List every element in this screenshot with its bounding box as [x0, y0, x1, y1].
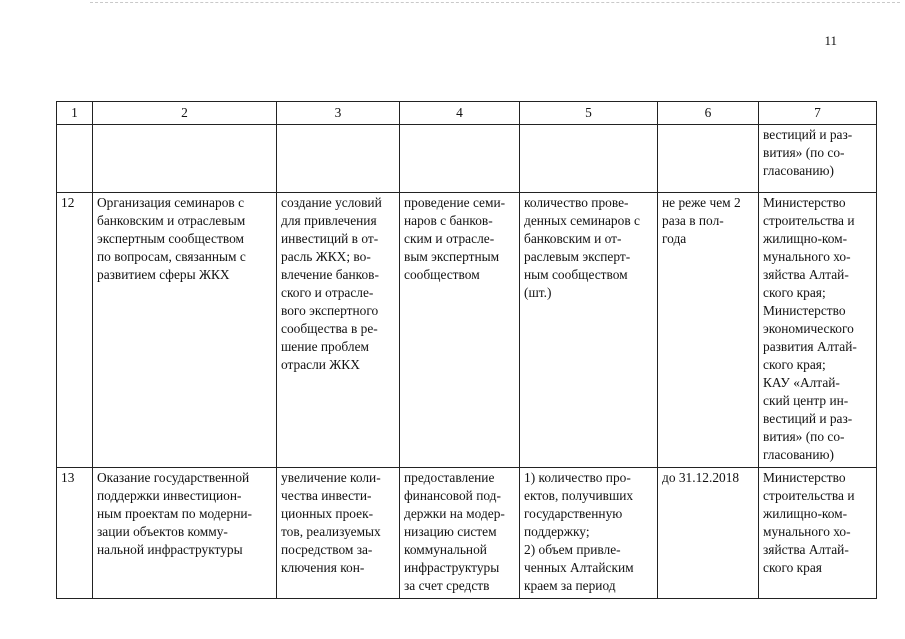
goal-cell: создание условий для привлечения инвестиций в от- расль ЖКХ; во- влечение банков- ского и отрасле- вого экспертного сообщества в ре- шение проблем отрасли ЖКХ	[277, 193, 400, 468]
page-top-edge	[90, 2, 900, 3]
table-row	[57, 193, 877, 468]
table-cell	[400, 125, 520, 193]
deadline-cell: до 31.12.2018	[658, 468, 759, 599]
table-row	[57, 125, 877, 193]
row-number-cell: 13	[57, 468, 93, 599]
column-header: 1	[57, 102, 93, 125]
column-header: 7	[759, 102, 877, 125]
column-header: 3	[277, 102, 400, 125]
table-cell	[57, 125, 93, 193]
column-header: 2	[93, 102, 277, 125]
goal-cell: увеличение коли- чества инвести- ционных проек- тов, реализуемых посредством за- ключения кон-	[277, 468, 400, 599]
table-cell	[93, 125, 277, 193]
column-header: 4	[400, 102, 520, 125]
column-header: 6	[658, 102, 759, 125]
table-row	[57, 468, 877, 599]
activity-cell: Оказание государственной поддержки инвестицион- ным проектам по модерни- зации объектов комму- нальной инфраструктуры	[93, 468, 277, 599]
responsible-cell: Министерство строительства и жилищно-ком- мунального хо- зяйства Алтай- ского края; Министерство экономического развития Алтай- ского края; КАУ «Алтай- ский центр ин- вестиций и раз- вития» (по со- гласованию)	[759, 193, 877, 468]
deadline-cell: не реже чем 2 раза в пол- года	[658, 193, 759, 468]
table-cell	[658, 125, 759, 193]
responsible-cell: Министерство строительства и жилищно-ком- мунального хо- зяйства Алтай- ского края	[759, 468, 877, 599]
page-number: 11	[824, 33, 837, 48]
column-header: 5	[520, 102, 658, 125]
table-cell	[277, 125, 400, 193]
measures-table	[56, 101, 877, 599]
indicator-cell: 1) количество про- ектов, получивших государственную поддержку; 2) объем привле- ченных Алтайским краем за период	[520, 468, 658, 599]
activity-cell: Организация семинаров с банковским и отраслевым экспертным сообществом по вопросам, связанным с развитием сферы ЖКХ	[93, 193, 277, 468]
table-cell: вестиций и раз- вития» (по со- гласованию)	[759, 125, 877, 193]
table-cell	[520, 125, 658, 193]
row-number-cell: 12	[57, 193, 93, 468]
mechanism-cell: предоставление финансовой под- держки на модер- низацию систем коммунальной инфраструктуры за счет средств	[400, 468, 520, 599]
indicator-cell: количество прове- денных семинаров с банковским и от- раслевым эксперт- ным сообществом (шт.)	[520, 193, 658, 468]
mechanism-cell: проведение семи- наров с банков- ским и отрасле- вым экспертным сообществом	[400, 193, 520, 468]
header-row	[57, 102, 877, 125]
